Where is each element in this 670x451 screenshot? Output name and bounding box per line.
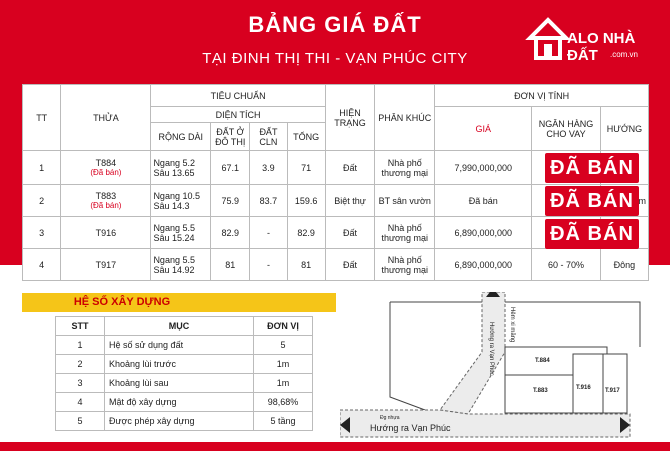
cell-phan-khuc: Nhà phố thương mại <box>375 249 435 281</box>
coef-muc: Hệ số sử dụng đất <box>105 336 254 355</box>
cell-thua: T916 <box>61 217 151 249</box>
cell-tt: 1 <box>23 151 61 185</box>
logo-text[interactable]: ALO NHÀ ĐẤT <box>567 30 636 64</box>
road-label-alley: Hẻm xi măng <box>509 307 515 343</box>
cell-rong-dai: Ngang 10.5 Sâu 14.3 <box>151 185 211 217</box>
header-tieu-chuan: TIÊU CHUẨN <box>151 85 325 107</box>
cell-ngan-hang: 60 - 70% <box>532 249 601 281</box>
cell-hien-trang: Đất <box>325 151 374 185</box>
cell-thua: T917 <box>61 249 151 281</box>
cell-huong: Đông <box>600 249 648 281</box>
coef-don-vi: 1m <box>254 355 313 374</box>
coef-don-vi: 5 tầng <box>254 412 313 431</box>
cell-phan-khuc: BT sân vườn <box>375 185 435 217</box>
table-row <box>56 412 313 431</box>
coef-table <box>55 316 313 431</box>
header-dat-o: ĐẤT Ở ĐÔ THỊ <box>211 123 250 151</box>
cell-dat-o: 75.9 <box>211 185 250 217</box>
table-row <box>56 374 313 393</box>
site-map <box>340 292 652 445</box>
header-phan-khuc: PHÂN KHÚC <box>375 85 435 151</box>
table-row <box>56 355 313 374</box>
header-dat-cln: ĐẤT CLN <box>250 123 287 151</box>
cell-huong: m <box>600 185 648 217</box>
coef-title: HỆ SỐ XÂY DỰNG <box>73 296 171 308</box>
header-ngan-hang: NGÂN HÀNG CHO VAY <box>532 107 601 151</box>
header-tt: TT <box>23 85 61 151</box>
lot-outlines <box>505 347 627 413</box>
cell-tong: 81 <box>287 249 325 281</box>
page-subtitle: TẠI ĐINH THỊ THI - VẠN PHÚC CITY <box>202 50 468 67</box>
cell-dat-cln: - <box>250 217 287 249</box>
cell-gia: 7,990,000,000 <box>435 151 532 185</box>
coef-header-don-vi: ĐƠN VỊ <box>254 317 313 336</box>
cell-tt: 4 <box>23 249 61 281</box>
coef-header-stt: STT <box>56 317 105 336</box>
cell-tt: 2 <box>23 185 61 217</box>
sold-note: (Đã bán) <box>90 168 122 177</box>
table-row <box>56 393 313 412</box>
header-hien-trang: HIỆN TRẠNG <box>325 85 374 151</box>
cell-tong: 71 <box>287 151 325 185</box>
sold-badge: ĐÃ BÁN <box>545 153 639 183</box>
cell-dat-cln: - <box>250 249 287 281</box>
road-vertical <box>440 292 505 414</box>
header-banner <box>0 0 670 84</box>
header-tong: TỔNG <box>287 123 325 151</box>
cell-phan-khuc: Nhà phố thương mại <box>375 217 435 249</box>
cell-dat-cln: 83.7 <box>250 185 287 217</box>
coef-muc: Được phép xây dựng <box>105 412 254 431</box>
table-row <box>23 249 649 281</box>
cell-thua <box>61 151 151 185</box>
cell-tt: 3 <box>23 217 61 249</box>
road-label-small: Đg nhựa <box>380 415 400 421</box>
coef-stt: 4 <box>56 393 105 412</box>
cell-dat-o: 67.1 <box>211 151 250 185</box>
cell-dat-o: 81 <box>211 249 250 281</box>
right-red-band <box>649 84 670 265</box>
table-row <box>56 336 313 355</box>
coef-don-vi: 1m <box>254 374 313 393</box>
coef-muc: Khoảng lùi trước <box>105 355 254 374</box>
road-label-bottom: Hướng ra Vạn Phúc <box>370 423 451 433</box>
header-huong: HƯỚNG <box>600 107 648 151</box>
cell-gia: 6,890,000,000 <box>435 217 532 249</box>
cell-gia: 6,890,000,000 <box>435 249 532 281</box>
lot-label-t917: T.917 <box>605 388 620 394</box>
cell-hien-trang: Đất <box>325 217 374 249</box>
cell-gia: Đã bán <box>435 185 532 217</box>
header-thua: THỬA <box>61 85 151 151</box>
header-gia: GIÁ <box>435 107 532 151</box>
cell-hien-trang: Đất <box>325 249 374 281</box>
coef-don-vi: 98,68% <box>254 393 313 412</box>
page-title: BẢNG GIÁ ĐẤT <box>248 12 422 37</box>
cell-phan-khuc: Nhà phố thương mại <box>375 151 435 185</box>
cell-hien-trang: Biệt thự <box>325 185 374 217</box>
cell-rong-dai: Ngang 5.5 Sâu 15.24 <box>151 217 211 249</box>
coef-header-muc: MỤC <box>105 317 254 336</box>
coef-stt: 2 <box>56 355 105 374</box>
cell-tong: 159.6 <box>287 185 325 217</box>
lot-label-t883: T.883 <box>533 388 548 394</box>
cell-tong: 82.9 <box>287 217 325 249</box>
header-rong-dai: RỘNG DÀI <box>151 123 211 151</box>
cell-dat-cln: 3.9 <box>250 151 287 185</box>
sold-badge: ĐÃ BÁN <box>545 186 639 216</box>
coef-muc: Mật độ xây dựng <box>105 393 254 412</box>
cell-thua <box>61 185 151 217</box>
header-don-vi-tinh: ĐƠN VỊ TÍNH <box>435 85 649 107</box>
header-dien-tich: DIỆN TÍCH <box>151 107 325 123</box>
coef-stt: 5 <box>56 412 105 431</box>
road-label-vertical: Hướng ra Vạn Phúc <box>488 322 494 376</box>
sold-note: (Đã bán) <box>90 201 122 210</box>
lot-label-t884: T.884 <box>535 358 550 364</box>
coef-don-vi: 5 <box>254 336 313 355</box>
cell-rong-dai: Ngang 5.5 Sâu 14.92 <box>151 249 211 281</box>
coef-muc: Khoảng lùi sau <box>105 374 254 393</box>
left-red-band <box>0 84 22 265</box>
logo-domain: .com.vn <box>610 50 639 59</box>
coef-stt: 1 <box>56 336 105 355</box>
lot-label-t916: T.916 <box>576 385 591 391</box>
cell-dat-o: 82.9 <box>211 217 250 249</box>
sold-badge: ĐÃ BÁN <box>545 219 639 249</box>
bottom-red-band <box>0 442 670 451</box>
coef-stt: 3 <box>56 374 105 393</box>
lot-id: T884 <box>95 158 117 168</box>
lot-id: T883 <box>95 191 117 201</box>
cell-rong-dai: Ngang 5.2 Sâu 13.65 <box>151 151 211 185</box>
